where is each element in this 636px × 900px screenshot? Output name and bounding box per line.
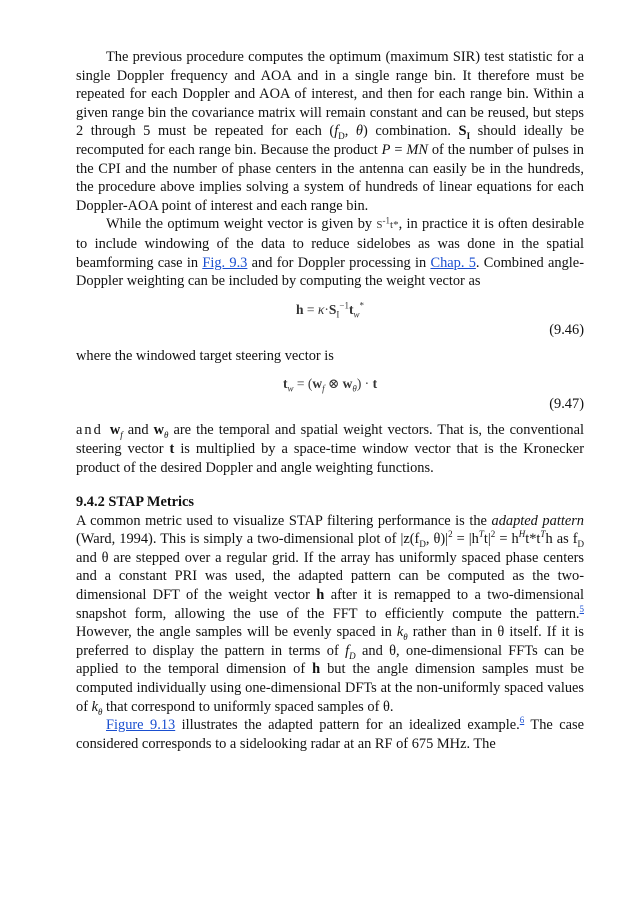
- footnote-5-link[interactable]: 5: [579, 603, 584, 614]
- paragraph-procedure: The previous procedure computes the optimum (maximum SIR) test statistic for a single Doppler frequency and AOA and in a single range bin. It therefore must be repeated for each Doppler and AOA of interest, and then for each range bin. Within a given range bin the covariance matrix will remain constant and can be reused, but steps 2 through 5 must be repeated for each ($f_D$, θ) combination. $S_I$ should ideally be recomputed for each range bin. Because the product P = MN of the number of pulses in the CPI and the number of phase centers in the antenna can easily be in the hundreds, the procedure above implies solving a system of hundreds of linear equations for each Doppler-AOA point of interest and each range bin.: [76, 49, 585, 214]
- document-page: [76, 48, 584, 753]
- paragraph-windowing: While the optimum weight vector is given by $S^{-1}t*$, in practice it is often desirable to include windowing of the data to reduce sidelobes as was done in the spatial beamforming case in Fig. 9.3 and for Doppler processing in Chap. 5. Combined angle-Doppler weighting can be included by computing the weight vector as: [76, 215, 585, 290]
- chap-5-link[interactable]: Chap. 5: [430, 254, 476, 271]
- paragraph-figure-ref: Figure 9.13 illustrates the adapted pattern for an idealized example.$^6$ The case considered corresponds to a sidelooking radar at an RF of 675 MHz. The: [76, 715, 584, 752]
- section-heading: 9.4.2 STAP Metrics: [76, 494, 195, 511]
- footnote-6-link[interactable]: 6: [519, 715, 525, 726]
- equation-9-47: $t_w = (w_f$ ⊗ $w_\theta) \cdot t$: [282, 376, 378, 394]
- paragraph-steering-vector: where the windowed target steering vector is: [76, 347, 334, 364]
- equation-9-46: $h = \kappa\cdot S_I^{-1}t_w^*$: [296, 300, 364, 320]
- equation-number: (9.46): [549, 321, 584, 338]
- paragraph-stap-metrics: A common metric used to visualize STAP filtering performance is the adapted pattern (Ward, 1994). This is simply a two-dimensional plot of $|z(f_D$, $\theta)|^2 = |h^Tt|^2 = h^Ht*t^Th$ as $f_D$ and θ are stepped over a regular grid. If the array has uniformly spaced phase centers and a constant PRI was used, the adapted pattern can be computed as the two-dimensional DFT of the weight vector h after it is remapped to a two-dimensional snapshot form, allowing the use of the FFT to efficiently compute the pattern.$^5$ However, the angle samples will be evenly spaced in $k_\theta$ rather than in θ itself. If it is preferred to display the pattern in terms of $f_D$ and θ, one-dimensional FFTs can be applied to the temporal dimension of h but the angle dimension samples must be computed individually using one-dimensional DFTs at the non-uniformly spaced values of $k_\theta$ that correspond to uniformly spaced samples of θ.: [76, 512, 585, 717]
- equation-number: (9.47): [549, 396, 584, 413]
- paragraph-weight-vectors: and $w_f$ and $w_\theta$ are the temporal and spatial weight vectors. That is, the conventional steering vector t is multiplied by a space-time window vector that is the Kronecker product of the desired Doppler and angle weighting functions.: [76, 422, 584, 476]
- figure-9-13-link[interactable]: Figure 9.13: [106, 717, 176, 734]
- inline-formula: $S^{-1}t*$: [376, 215, 399, 232]
- fig-9-3-link[interactable]: Fig. 9.3: [202, 254, 248, 271]
